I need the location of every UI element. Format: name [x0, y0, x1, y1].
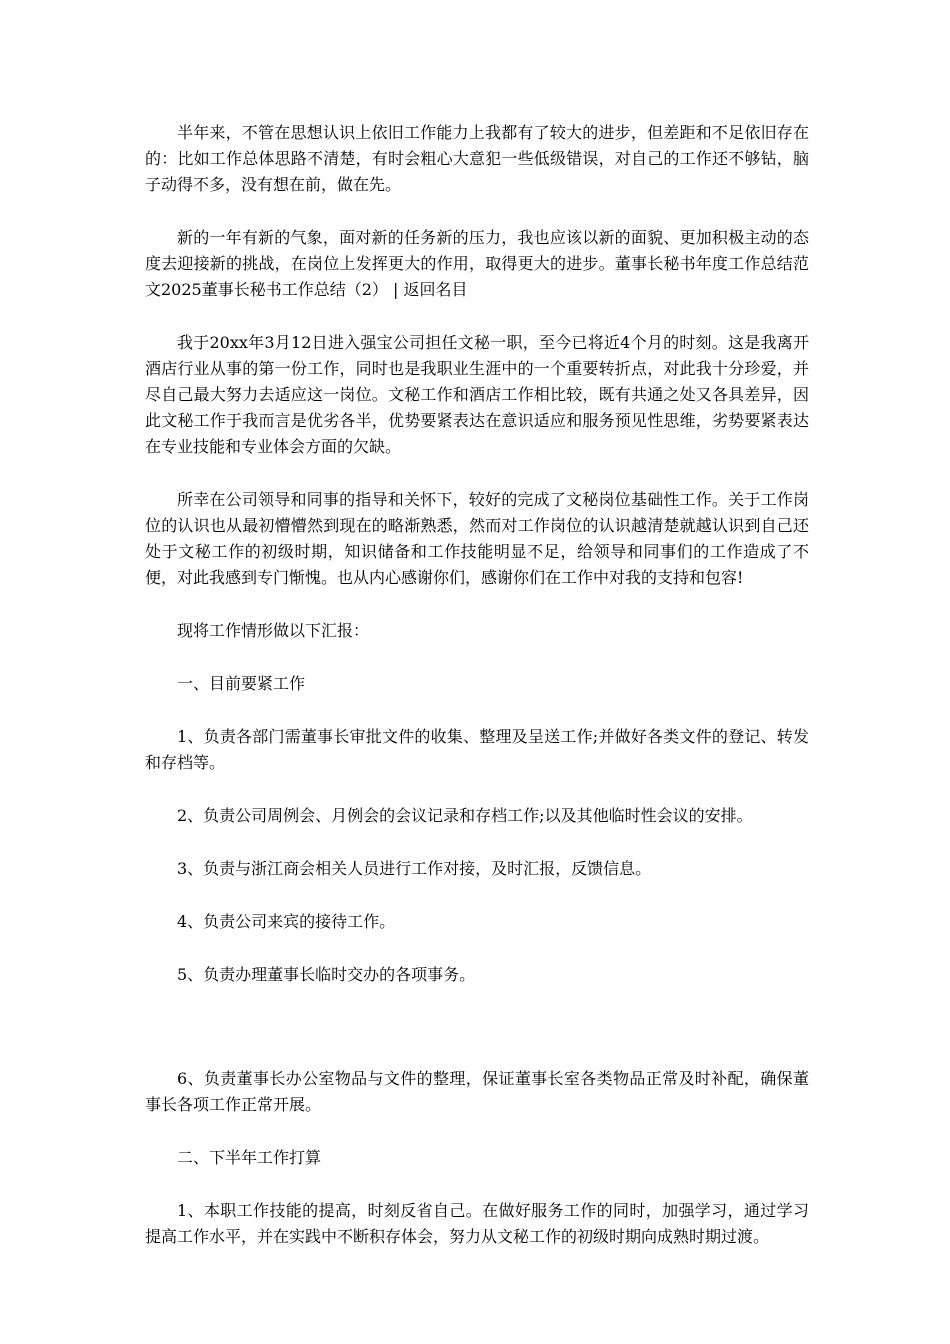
- document-body: [145, 120, 809, 1250]
- list-item-duty-2: 2、负责公司周例会、月例会的会议记录和存档工作;以及其他临时性会议的安排。: [177, 806, 753, 825]
- section-heading-next-half-plan: 二、下半年工作打算: [177, 1148, 322, 1167]
- paragraph-spacer: [145, 591, 809, 618]
- list-item-duty-4: 4、负责公司来宾的接待工作。: [177, 912, 396, 931]
- list-item-plan-1: 1、本职工作技能的提高，时刻反省自己。在做好服务工作的同时，加强学习，通过学习提高工作水平，并在实践中不断积存体会，努力从文秘工作的初级时期向成熟时期过渡。: [145, 1201, 809, 1246]
- paragraph-spacer: [145, 1171, 809, 1198]
- list-item-duty-3: 3、负责与浙江商会相关人员进行工作对接，及时汇报，反馈信息。: [177, 859, 652, 878]
- list-item-duty-5: 5、负责办理董事长临时交办的各项事务。: [177, 965, 476, 984]
- paragraph-spacer: [145, 1118, 809, 1145]
- paragraph-report-intro: 现将工作情形做以下汇报：: [177, 621, 370, 640]
- section-heading-current-work: 一、目前要紧工作: [177, 674, 306, 693]
- paragraph-spacer: [145, 644, 809, 671]
- paragraph-new-year-outlook: 新的一年有新的气象，面对新的任务新的压力，我也应该以新的面貌、更加积极主动的态度去迎接新的挑战，在岗位上发挥更大的作用，取得更大的进步。董事长秘书年度工作总结范文2025董事长秘书工作总结（2） | 返回名目: [145, 228, 809, 299]
- paragraph-spacer: [145, 198, 809, 225]
- list-item-duty-6: 6、负责董事长办公室物品与文件的整理，保证董事长室各类物品正常及时补配，确保董事长各项工作正常开展。: [145, 1069, 809, 1114]
- paragraph-spacer: [145, 882, 809, 909]
- paragraph-spacer: [145, 935, 809, 962]
- paragraph-spacer: [145, 460, 809, 487]
- list-item-duty-1: 1、负责各部门需董事长审批文件的收集、整理及呈送工作;并做好各类文件的登记、转发和存档等。: [145, 727, 809, 772]
- paragraph-gratitude: 所幸在公司领导和同事的指导和关怀下，较好的完成了文秘岗位基础性工作。关于工作岗位的认识也从最初懵懵然到现在的略渐熟悉，然而对工作岗位的认识越清楚就越认识到自己还处于文秘工作的初级时期，知识储备和工作技能明显不足，给领导和同事们的工作造成了不便，对此我感到专门惭愧。也从内心感谢你们，感谢你们在工作中对我的支持和包容!: [145, 490, 809, 587]
- paragraph-spacer: [145, 697, 809, 724]
- paragraph-half-year-review: 半年来，不管在思想认识上依旧工作能力上我都有了较大的进步，但差距和不足依旧存在的：比如工作总体思路不清楚，有时会粗心大意犯一些低级错误，对自己的工作还不够钻，脑子动得不多，没有想在前，做在先。: [145, 123, 809, 194]
- paragraph-spacer: [145, 303, 809, 330]
- paragraph-spacer: [145, 829, 809, 856]
- paragraph-joining-company: 我于20xx年3月12日进入强宝公司担任文秘一职，至今已将近4个月的时刻。这是我离开酒店行业从事的第一份工作，同时也是我职业生涯中的一个重要转折点，对此我十分珍爱，并尽自己最大努力去适应这一岗位。文秘工作和酒店工作相比较，既有共通之处又各具差异，因此文秘工作于我而言是优劣各半，优势要紧表达在意识适应和服务预见性思维，劣势要紧表达在专业技能和专业体会方面的欠缺。: [145, 333, 809, 456]
- paragraph-spacer: [145, 776, 809, 803]
- paragraph-spacer: [145, 988, 809, 1066]
